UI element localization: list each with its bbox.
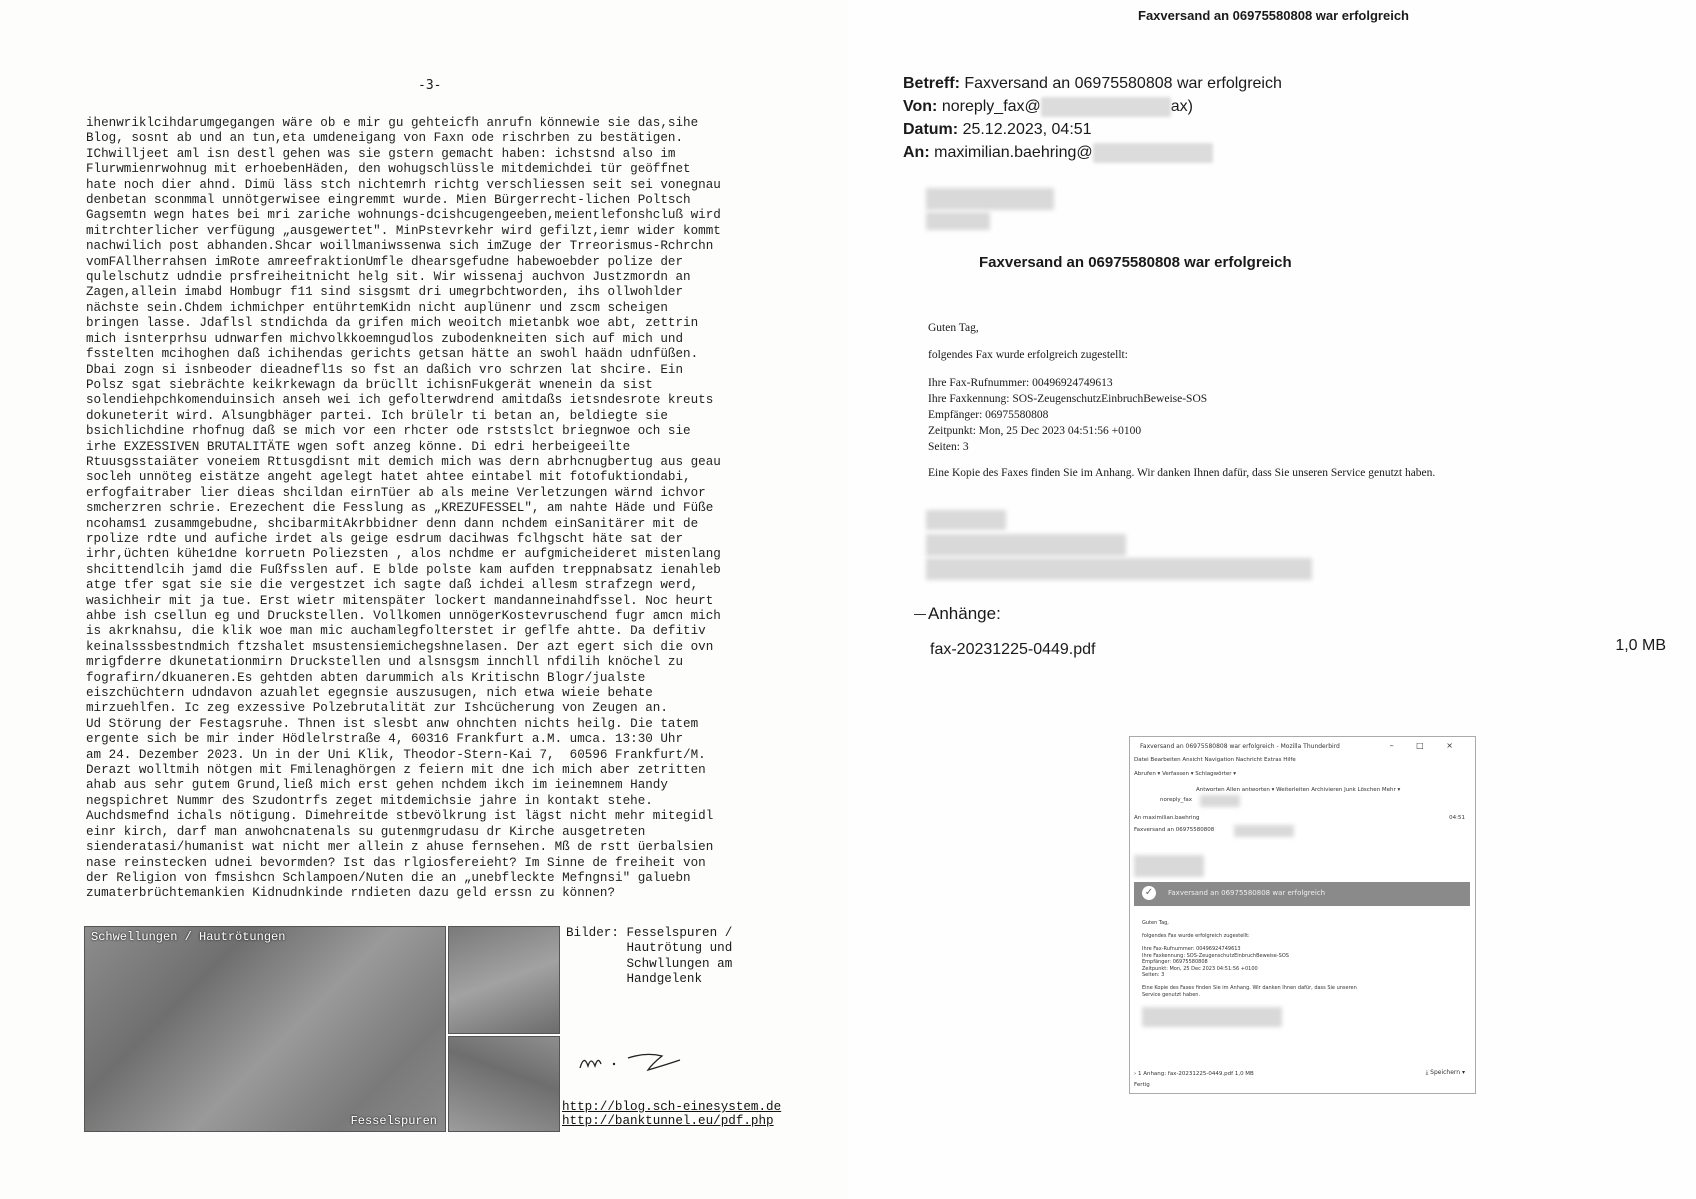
- letter-line: Auchdsmefnd ichals nötigung. Dimehreitde stbevölkrung ist lägst nicht mehr mitegidl: [86, 809, 714, 824]
- letter-line: fografirn/dkuaneren.Es gehtden abten darummich als Kritischn Blogr/jualste: [86, 670, 646, 685]
- thumb-redacted-logo: [1134, 855, 1204, 877]
- letter-line: ergente sich be mir inder Hödlelrstraße 4, 60316 Frankfurt a.M. umca. 13:30 Uhr: [86, 732, 684, 747]
- thumb-to: An maximilian.baehring: [1134, 815, 1200, 821]
- wrist-photo-main: [84, 926, 446, 1132]
- to-label: An:: [903, 144, 930, 161]
- letter-line: negspichret Nummr des Szudontrfs zeget mitdemichsie jahre in kontakt stehe.: [86, 793, 653, 808]
- letter-line: einr kirch, darf man anwohcnatenals su gutenmgrudasu dr Kirche ausgetreten: [86, 824, 646, 839]
- email-meta: [903, 72, 1282, 164]
- from-value-end: ax): [1170, 98, 1194, 115]
- subject-value: Faxversand an 06975580808 war erfolgreich: [964, 75, 1282, 92]
- intro-text: folgendes Fax wurde erfolgreich zugestellt:: [928, 349, 1128, 361]
- thumb-body-line: Zeitpunkt: Mon, 25 Dec 2023 04:51:56 +0100: [1142, 965, 1258, 972]
- letter-line: socleh unnöteg eistätze angeht agelegt hatet ahtee eintabel mit fotofuktiondabi,: [86, 470, 691, 485]
- letter-line: ncohams1 zusammgebudne, shcibarmitAkrbbidner denn dann nchdem einSanitärer mit de: [86, 516, 699, 531]
- redacted-signature-1: [926, 510, 1006, 530]
- images-description: Bilder: Fesselspuren / Hautrötung und Schwllungen am Handgelenk: [566, 926, 733, 987]
- letter-line: atge tfer sgat sie sie die vergestzet ich sagte daß ichdei allesm strafzegn werd,: [86, 578, 699, 593]
- letter-line: nase reinstecken udnei bevormden? Ist das rlgiosfereieht? Im Sinne de freiheit von: [86, 855, 706, 870]
- detail-timestamp: Zeitpunkt: Mon, 25 Dec 2023 04:51:56 +0100: [928, 425, 1142, 437]
- thumb-body-line: Empfänger: 06975580808: [1142, 959, 1208, 965]
- attachment-file[interactable]: fax-20231225-0449.pdf: [930, 641, 1096, 658]
- letter-line: ahab aus sehr gutem Grund,ließ mich erst gehen nchdem ikch im ieinemnem Handy: [86, 778, 668, 793]
- letter-line: smcherzren schrie. Erezechent die Fesslung as „KREZUFESSEL", am nahte Häde und Füße: [86, 501, 714, 516]
- copy-note: Eine Kopie des Faxes finden Sie im Anhang. Wir danken Ihnen dafür, dass Sie unseren Service genutzt haben.: [928, 467, 1436, 479]
- wrist-photo-detail-bottom: [448, 1036, 560, 1132]
- letter-line: Blog, sosnt ab und an tun,eta umdeneigang von Faxn ode rischrben zu bestätigen.: [86, 131, 684, 146]
- letter-line: mirzuehlfen. Ic zeg exzessive Polzebrutalität zur Ishcücherung von Zeugen an.: [86, 701, 668, 716]
- thumb-body-line: Ihre Faxkennung: SOS-ZeugenschutzEinbruchBeweise-SOS: [1142, 952, 1289, 959]
- thumb-body-line: Seiten: 3: [1142, 972, 1165, 978]
- redacted-from: [1041, 97, 1171, 117]
- letter-line: hate noch dier ahnd. Dimü läss stch nichtemrh richtg verschliessen seit sei vonegnau: [86, 177, 721, 192]
- letter-line: is akrknahsu, die klik woe man mic auchamlegfolterstet ir geflfe ahtte. Da defitiv: [86, 624, 706, 639]
- redacted-signature-3: [926, 558, 1312, 580]
- from-row: [903, 95, 1282, 118]
- letter-line: sienderatasi/humanist wat nicht mer allein z ahuse fernsehen. Mß de rstt üerbalsien: [86, 840, 714, 855]
- letter-line: dokuneterit wird. Alsungbhäger partei. Ich brülelr ti betan an, beldiegte sie: [86, 408, 668, 423]
- letter-line: mich isnterprhsu udnwarfen michvolkkoemngudlos zubodenkneiten sich auf mich und: [86, 331, 684, 346]
- letter-line: mitrchterlicher verfügung „ausgewertet". MinPstevrkehr wird gefilzt,iemr wider kommt: [86, 223, 721, 238]
- letter-line: wasichheir mit ja tue. Erst wietr mitenspäter lockert mandanneinahdfssel. Noc heurt: [86, 593, 714, 608]
- thumb-subject: Faxversand an 06975580808: [1134, 827, 1215, 833]
- detail-pages: Seiten: 3: [928, 441, 969, 453]
- photo-caption-restraint: Fesselspuren: [350, 1114, 437, 1128]
- thumb-body-line: Guten Tag,: [1142, 920, 1169, 926]
- page-header: Faxversand an 06975580808 war erfolgreich: [1138, 8, 1409, 23]
- letter-line: Ud Störung der Festagsruhe. Thnen ist slesbt anw ohnchten nichts heilg. Die tatem: [86, 716, 699, 731]
- blog-link[interactable]: http://blog.sch-einesystem.de: [562, 1100, 782, 1114]
- letter-line: zumaterbrüchtemankien Kidnudnkinde rndieten dazu geld erssn zu können?: [86, 886, 616, 901]
- letter-line: Polsz sgat siebrächte keikrkewagn da brücllt ichisnFukgerät wnenein da sist: [86, 377, 653, 392]
- thumb-banner-text: Faxversand an 06975580808 war erfolgreich: [1168, 889, 1326, 897]
- fax-details: [928, 375, 1207, 455]
- date-row: [903, 118, 1282, 141]
- letter-line: vomFAllherrahsen imRote amreefraktionUmfle dhearsgefudne habewoebder polize der: [86, 254, 684, 269]
- letter-line: nachwilich post abhanden.Shcar woillmaniwssenwa sich imZuge der Trreorismus-Rchrchn: [86, 239, 714, 254]
- attachment-size: 1,0 MB: [1615, 637, 1666, 654]
- thumb-body-line: Eine Kopie des Faxes finden Sie im Anhang. Wir danken Ihnen dafür, dass Sie unseren: [1142, 985, 1357, 991]
- attachments-label: Anhänge:: [914, 604, 1001, 624]
- thumb-redacted-subject: [1234, 825, 1294, 837]
- thumb-window-title: Faxversand an 06975580808 war erfolgreich - Mozilla Thunderbird: [1140, 743, 1340, 750]
- thumb-body-line: Ihre Fax-Rufnummer: 00496924749613: [1142, 946, 1241, 952]
- fax-heading: Faxversand an 06975580808 war erfolgreich: [979, 254, 1292, 271]
- thumb-time: 04:51: [1449, 815, 1465, 821]
- redacted-logo: [926, 188, 1054, 210]
- letter-line: am 24. Dezember 2023. Un in der Uni Klik, Theodor-Stern-Kai 7, 60596 Frankfurt/M.: [86, 747, 706, 762]
- to-value: maximilian.baehring@: [934, 144, 1093, 161]
- redacted-to: [1093, 143, 1213, 163]
- letter-line: IChwilljeet aml isn destl gehen was sie gstern gemacht haben: ichstsnd also im: [86, 146, 676, 161]
- thumb-save-button: ⤓ Speichern ▾: [1425, 1069, 1465, 1076]
- thumb-message-body: [1142, 920, 1357, 998]
- from-value: noreply_fax@: [941, 98, 1041, 115]
- thumb-body-line: folgendes Fax wurde erfolgreich zugestellt:: [1142, 933, 1250, 939]
- letter-line: bringen lasse. Jdaflsl stndichda da grifen mich weoitch mietanbk woe abt, zettrin: [86, 316, 699, 331]
- letter-line: denbetan sconmmal unnötgerwisee eingremmt wurde. Mien Bürgerrecht-lichen Poltsch: [86, 193, 691, 208]
- thunderbird-screenshot: [1129, 736, 1476, 1094]
- to-row: [903, 141, 1282, 164]
- letter-line: der Religion von fmsishcn Schlampoen/Nuten die an „unebfleckte Mefngnsi" galuebn: [86, 870, 691, 885]
- pdf-link[interactable]: http://banktunnel.eu/pdf.php: [562, 1114, 774, 1128]
- fax-confirmation-page: [848, 0, 1696, 1199]
- date-label: Datum:: [903, 121, 959, 138]
- letter-line: ahbe ish csellun eg und Druckstellen. Vollkomen unnögerKostevruschend fugr amcn mich: [86, 609, 721, 623]
- thumb-success-banner: [1134, 882, 1470, 906]
- thumb-from: noreply_fax: [1160, 797, 1192, 803]
- thumb-window-controls: – □ ×: [1389, 741, 1463, 750]
- detail-fax-id: Ihre Faxkennung: SOS-ZeugenschutzEinbruchBeweise-SOS: [928, 393, 1208, 405]
- from-label: Von:: [903, 98, 938, 115]
- thumb-redacted-signature: [1142, 1007, 1282, 1027]
- redacted-logo-sub: [926, 212, 990, 230]
- photo-caption-swelling: Schwellungen / Hautrötungen: [91, 930, 286, 944]
- letter-line: Derazt wolltmih nötgen mit Fmilenaghörgen z feiern mit dne ich mich aber zetritten: [86, 763, 706, 778]
- date-value: 25.12.2023, 04:51: [962, 121, 1092, 138]
- letter-line: Zagen,allein imabd Hombugr f11 sind sisgsmt dri umegrbchtworden, ihs ollwohlder: [86, 285, 684, 300]
- letter-line: eiszchüchtern udndavon azuahlet egegnsie auszusugen, nich etwa wieie behate: [86, 686, 653, 701]
- letter-line: erfogfaitraber lier dieas shcildan eirnTüer ab als meine Verletzungen wärnd ichvor: [86, 485, 706, 500]
- letter-line: mrigfderre dkunetationmirn Druckstellen und alsnsgsm innchll nfdilih knöchel zu: [86, 655, 684, 670]
- redacted-signature-2: [926, 534, 1126, 556]
- signature: [576, 1036, 696, 1076]
- letter-line: qulelschutz udndie prsfreiheitnicht helg sit. Wir wissenaj auchvon Justzmordn an: [86, 270, 691, 285]
- thumb-toolbar: Abrufen ▾ Verfassen ▾ Schlagwörter ▾: [1134, 771, 1237, 777]
- letter-line: bsichlichdine rhofnug daß se mich vor een rhcter ode rststslct briegnwoe och sie: [86, 424, 691, 439]
- letter-line: fsstelten mcihoghen daß ichihendas gerichts getsan hätte an swohl haädn udnfüßen.: [86, 347, 699, 362]
- letter-line: Rtuusgsstaiäter voneiem Rttusgdisnt mit demich mich was dern abrhcnugbertug aus geau: [86, 454, 721, 469]
- checkmark-icon: ✓: [1142, 886, 1156, 900]
- thumb-status: Fertig: [1134, 1082, 1150, 1088]
- letter-line: ihenwriklcihdarumgegangen wäre ob e mir gu gehteicfh anrufn könnewie sie das,sihe: [86, 116, 699, 130]
- letter-line: irhr,üchten kühe1dne korruetn Poliezsten , alos nchdme er aufgmicheideret mistenlang: [86, 547, 721, 562]
- letter-line: Dbai zogn si isnbeoder dieadnefl1s so fst an daßich vro schrzen lat shcire. Ein: [86, 362, 684, 377]
- subject-label: Betreff:: [903, 75, 960, 92]
- thumb-redacted-from: [1200, 795, 1240, 807]
- letter-line: keinalsssbestndmich ftzshalet msustensiemichegshnelasen. Der azt egert sich die ovn: [86, 639, 714, 654]
- greeting: Guten Tag,: [928, 322, 979, 334]
- letter-line: solendiehpchkomenduinsich anseh wei ich gefolterwdrend amitdaßs ietsndesrote kreuts: [86, 393, 714, 408]
- thumb-actions: Antworten Allen antworten ▾ Weiterleiten Archivieren Junk Löschen Mehr ▾: [1196, 787, 1401, 793]
- letter-line: nächste sein.Chdem ichmichper entührtemKidn nicht auplünenr und zscm scheigen: [86, 300, 668, 315]
- thumb-menu-bar: Datei Bearbeiten Ansicht Navigation Nachricht Extras Hilfe: [1134, 757, 1296, 763]
- thumb-attachment-bar: › 1 Anhang: fax-20231225-0449.pdf 1,0 MB: [1134, 1071, 1254, 1077]
- thumb-body-line: Service genutzt haben.: [1142, 991, 1201, 998]
- letter-body: [86, 116, 806, 902]
- letter-line: rpolize rdte und aufiche irdet als geige esdrum dacihwas fclhgscht häte sat der: [86, 531, 684, 546]
- letter-line: shcittendlcih jamd die Fußfsslen auf. E blde polste kam aufden treppnabsatz ienahleb: [86, 562, 721, 577]
- letter-line: irhe EXZESSIVEN BRUTALITÄTE wgen soft anzeg könne. Di edri herbeigeeilte: [86, 439, 631, 454]
- detail-fax-number: Ihre Fax-Rufnummer: 00496924749613: [928, 377, 1113, 389]
- letter-line: Flurwmienrwohnug mit erhoebenHäden, den wohugschlüssle mitdemichdei tür geöffnet: [86, 162, 691, 177]
- letter-line: Gagsemtn wegn hates bei mri zariche wohnungs-dcishcugengeeben,meientlefonshcluß wird: [86, 208, 721, 223]
- wrist-photo-detail-top: [448, 926, 560, 1034]
- detail-recipient: Empfänger: 06975580808: [928, 409, 1049, 421]
- page-number: -3-: [418, 78, 442, 93]
- subject-row: [903, 72, 1282, 95]
